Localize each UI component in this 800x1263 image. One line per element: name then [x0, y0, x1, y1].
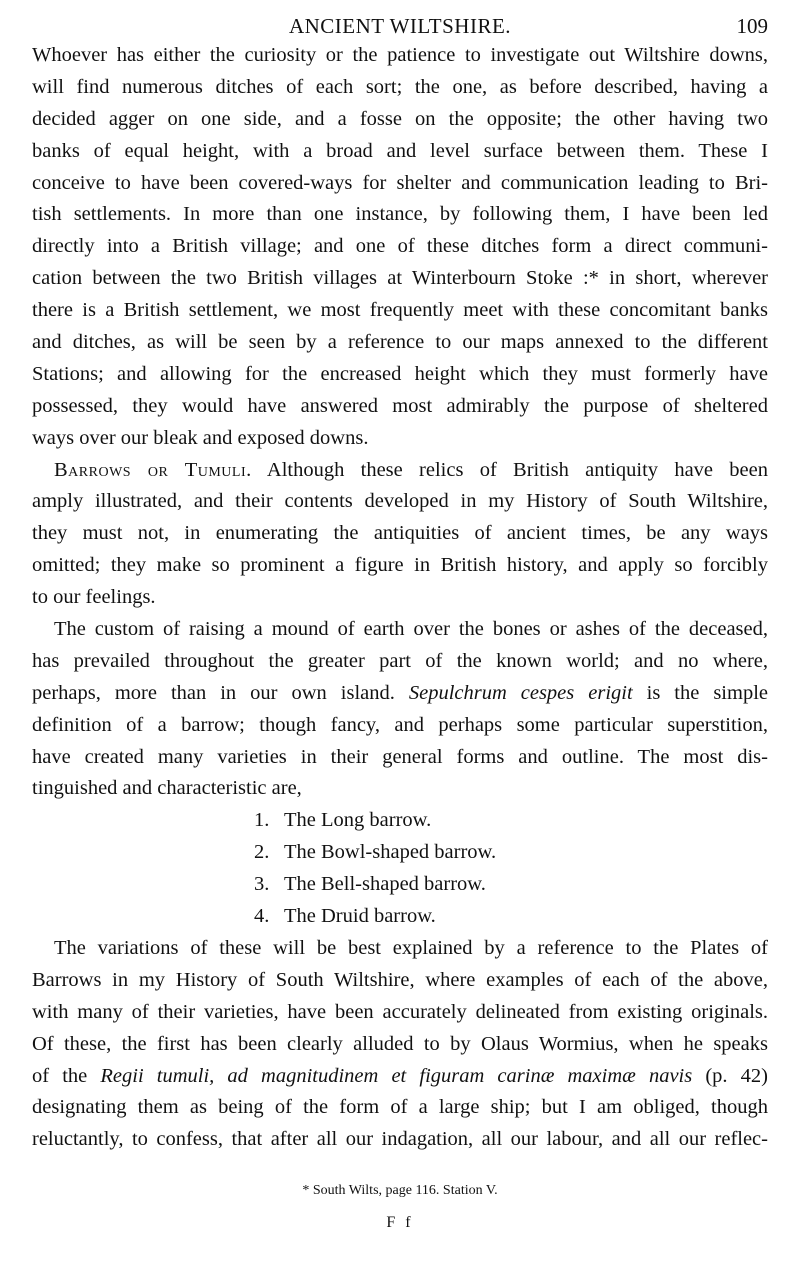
text-line: The variations of these will be best explained by a reference to the Plates of	[54, 936, 768, 959]
list-number: 4.	[254, 905, 270, 928]
barrow-types-list	[32, 805, 768, 933]
text-span: perhaps, more than in our own island.	[32, 681, 409, 704]
list-label: The Long barrow.	[284, 809, 432, 832]
text-line: Stations; and allowing for the encreased height which they must formerly have	[32, 362, 768, 385]
text-line: cation between the two British villages at Winterbourn Stoke :* in short, wherever	[32, 267, 768, 290]
list-label: The Bowl-shaped barrow.	[284, 841, 497, 864]
list-item	[32, 869, 768, 901]
text-line: will find numerous ditches of each sort; the one, as before described, having a	[32, 75, 768, 98]
text-line: omitted; they make so prominent a figure in British history, and apply so forcibly	[32, 554, 768, 577]
text-line: there is a British settlement, we most frequently meet with these concomitant banks	[32, 299, 768, 322]
list-item	[32, 805, 768, 837]
list-item	[32, 837, 768, 869]
text-line: to our feelings.	[32, 586, 156, 609]
paragraph-variations	[32, 933, 768, 1156]
text-line: Of these, the first has been clearly alluded to by Olaus Wormius, when he speaks	[32, 1032, 768, 1055]
text-line	[32, 1061, 768, 1093]
text-span: Although these relics of British antiquity have been	[251, 458, 768, 481]
text-line: and ditches, as will be seen by a reference to our maps annexed to the different	[32, 331, 768, 354]
text-line: have created many varieties in their general forms and outline. The most dis-	[32, 745, 768, 768]
text-line: has prevailed throughout the greater part of the known world; and no where,	[32, 649, 768, 672]
text-line	[32, 455, 768, 487]
page-number: 109	[736, 14, 768, 38]
list-number: 1.	[254, 809, 270, 832]
paragraph-ditches	[32, 40, 768, 455]
list-label: The Bell-shaped barrow.	[284, 873, 486, 896]
text-line: ways over our bleak and exposed downs.	[32, 426, 369, 449]
text-line: tinguished and characteristic are,	[32, 777, 302, 800]
text-line: Whoever has either the curiosity or the patience to investigate out Wiltshire downs,	[32, 44, 768, 66]
text-line: possessed, they would have answered most admirably the purpose of sheltered	[32, 394, 768, 417]
text-line: Barrows in my History of South Wiltshire, where examples of each of the above,	[32, 968, 768, 991]
text-line: designating them as being of the form of a large ship; but I am obliged, though	[32, 1096, 768, 1119]
section-heading: Barrows or Tumuli.	[54, 458, 252, 481]
text-line: with many of their varieties, have been accurately delineated from existing originals.	[32, 1000, 768, 1023]
text-line: The custom of raising a mound of earth over the bones or ashes of the deceased,	[54, 618, 768, 641]
latin-quote: Sepulchrum cespes erigit	[408, 681, 633, 704]
paragraph-custom	[32, 614, 768, 805]
text-line: reluctantly, to confess, that after all our indagation, all our labour, and all our reflec-	[32, 1128, 768, 1151]
body-text	[32, 40, 768, 1156]
list-label: The Druid barrow.	[284, 905, 436, 928]
text-line: directly into a British village; and one of these ditches form a direct communi-	[32, 235, 768, 258]
list-number: 3.	[254, 873, 270, 896]
text-line: amply illustrated, and their contents developed in my History of South Wiltshire,	[32, 490, 768, 513]
text-line: decided agger on one side, and a fosse on the opposite; the other having two	[32, 107, 768, 130]
printer-signature: F f	[386, 1214, 414, 1231]
text-span: of the	[32, 1064, 101, 1087]
text-span: (p. 42)	[692, 1064, 768, 1087]
running-title: ANCIENT WILTSHIRE.	[288, 14, 512, 38]
text-line: tish settlements. In more than one instance, by following them, I have been led	[32, 203, 768, 226]
text-line: conceive to have been covered-ways for shelter and communication leading to Bri-	[32, 171, 768, 194]
text-line: definition of a barrow; though fancy, and perhaps some particular superstition,	[32, 713, 768, 736]
footnote: * South Wilts, page 116. Station V.	[302, 1183, 498, 1198]
text-line	[32, 678, 768, 710]
text-line: they must not, in enumerating the antiquities of ancient times, be any ways	[32, 522, 768, 545]
text-line: banks of equal height, with a broad and level surface between them. These I	[32, 139, 768, 162]
paragraph-barrows	[32, 455, 768, 614]
text-span: is the simple	[632, 681, 768, 704]
latin-quote: Regii tumuli, ad magnitudinem et figuram carinæ maximæ navis	[100, 1064, 693, 1087]
list-item	[32, 901, 768, 933]
list-number: 2.	[254, 841, 270, 864]
